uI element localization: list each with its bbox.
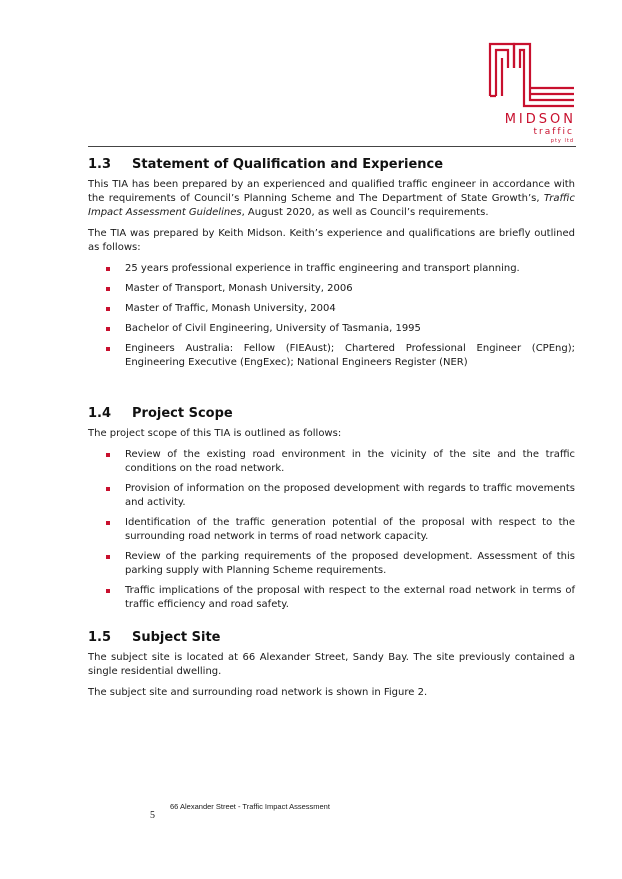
bullet-icon [106,327,110,331]
list-item: Review of the parking requirements of the proposed development. Assessment of this parking supply with Planning Scheme requirements. [88,550,575,578]
section-title: Project Scope [132,406,233,421]
section-qualification [88,157,575,370]
logo-sub: traffic [533,127,574,137]
company-logo [486,38,578,144]
list-item: Traffic implications of the proposal with respect to the external road network in terms of traffic efficiency and road safety. [88,584,575,612]
logo-pty: pty ltd [550,138,574,144]
section-spacer [88,376,575,406]
list-item: Engineers Australia: Fellow (FIEAust); Chartered Professional Engineer (CPEng); Engineering Executive (EngExec); National Engineers Register (NER) [88,342,575,370]
bullet-icon [106,521,110,525]
bullet-icon [106,555,110,559]
guideline-title: Traffic Impact Assessment Guidelines [88,193,575,218]
document-body [88,157,575,707]
list-item: Bachelor of Civil Engineering, University of Tasmania, 1995 [88,322,575,336]
paragraph-text: , August 2020, as well as Council’s requirements. [241,207,489,218]
list-item: Master of Traffic, Monash University, 2004 [88,302,575,316]
paragraph: The TIA was prepared by Keith Midson. Keith’s experience and qualifications are briefly outlined as follows: [88,228,575,253]
bullet-icon [106,487,110,491]
paragraph [88,178,575,220]
section-heading [88,630,575,645]
section-number: 1.5 [88,630,112,645]
page-number: 5 [150,810,155,821]
paragraph-text: This TIA has been prepared by an experienced and qualified traffic engineer in accordance with the requirements of Council’s Planning Scheme and The Department of State Growth’s, [88,179,575,204]
list-item: Master of Transport, Monash University, 2006 [88,282,575,296]
section-number: 1.3 [88,157,112,172]
bullet-icon [106,267,110,271]
bullet-icon [106,347,110,351]
paragraph: The subject site and surrounding road network is shown in Figure 2. [88,687,428,698]
section-title: Subject Site [132,630,221,645]
section-number: 1.4 [88,406,112,421]
paragraph: The project scope of this TIA is outlined as follows: [88,428,342,439]
paragraph: The subject site is located at 66 Alexander Street, Sandy Bay. The site previously contained a single residential dwelling. [88,652,575,677]
bullet-icon [106,453,110,457]
list-item: Identification of the traffic generation potential of the proposal with respect to the surrounding road network in terms of road network capacity. [88,516,575,544]
bullet-icon [106,589,110,593]
section-heading [88,157,575,172]
section-project-scope [88,406,575,612]
midson-logo-mark [486,38,578,112]
list-item: Provision of information on the proposed development with regards to traffic movements and activity. [88,482,575,510]
bullet-icon [106,307,110,311]
section-subject-site [88,630,575,700]
section-title: Statement of Qualification and Experience [132,157,444,172]
footer-text: 66 Alexander Street - Traffic Impact Assessment [170,802,330,811]
bullet-list [88,448,575,612]
list-item: Review of the existing road environment in the vicinity of the site and the traffic conditions on the road network. [88,448,575,476]
bullet-icon [106,287,110,291]
list-item: 25 years professional experience in traffic engineering and transport planning. [88,262,575,276]
section-heading [88,406,575,421]
section-spacer [88,618,575,630]
header-rule [88,146,576,147]
bullet-list [88,262,575,370]
logo-name: MIDSON [504,112,576,127]
